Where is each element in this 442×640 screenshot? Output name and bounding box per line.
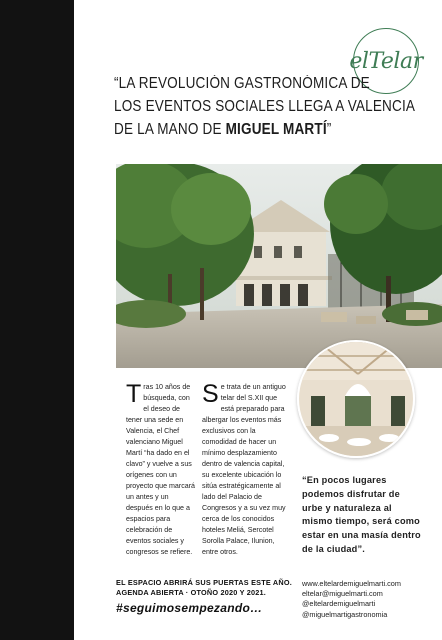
footer-line-1: EL ESPACIO ABRIRÁ SUS PUERTAS ESTE AÑO. (116, 578, 292, 587)
footer-announcement (116, 578, 326, 615)
headline-line-3 (114, 118, 369, 141)
headline-line-3-suffix: ” (326, 121, 332, 138)
headline-line-2: LOS EVENTOS SOCIALES LLEGA A VALENCIA (114, 98, 416, 115)
body-column-2 (202, 382, 286, 558)
body-column-1 (126, 382, 196, 558)
website-link[interactable]: www.eltelardemiguelmarti.com (302, 579, 401, 588)
footer-line-2: AGENDA ABIERTA · OTOÑO 2020 Y 2021. (116, 588, 267, 597)
body-paragraph-1: Tras 10 años de búsqueda, con el deseo de tener una sede en Valencia, el Chef valenciano Miguel Martí “ha dado en el clavo” y vuelve a sus orígenes con un proyecto que marcará un antes y un después en lo que a espacios para celebración de eventos sociales y congresos se refiere. (126, 380, 196, 556)
hero-photo-courtyard (116, 164, 442, 368)
headline-line-3-prefix: DE LA MANO DE (114, 121, 226, 138)
headline-name: MIGUEL MARTÍ (225, 121, 327, 138)
footer-contacts (302, 579, 432, 620)
hashtag: #seguimosempezando… (116, 601, 263, 615)
social-handle-1[interactable]: @eltelardemiguelmarti (302, 599, 376, 609)
body-paragraph-2: Se trata de un antiguo telar del S.XII que está preparado para albergar los eventos más exclusivos con la comodidad de hacer un mínimo desplazamiento dentro de valencia capital, su excelente ubicación lo sitúa estratégicamente al lado del Palacio de Congresos y a su vez muy cerca de los conocidos hoteles Meliá, Sercotel Sorolla Palace, Ilunion, entre otros. (202, 380, 286, 556)
pull-quote: “En pocos lugares podemos disfrutar de urbe y naturaleza al mismo tiempo, será como estar en una masía dentro de la ciudad”. (302, 475, 421, 554)
email-link[interactable]: eltelar@miguelmarti.com (302, 589, 383, 599)
social-handle-2[interactable]: @miguelmartigastronomia (302, 609, 388, 619)
inset-photo-interior (297, 340, 415, 458)
magazine-page (74, 0, 442, 640)
left-dark-band (0, 0, 74, 640)
headline-line-1: “LA REVOLUCIÓN GASTRONÓMICA DE (114, 75, 370, 92)
logo-text: elTelar (349, 48, 423, 74)
headline (114, 72, 416, 141)
